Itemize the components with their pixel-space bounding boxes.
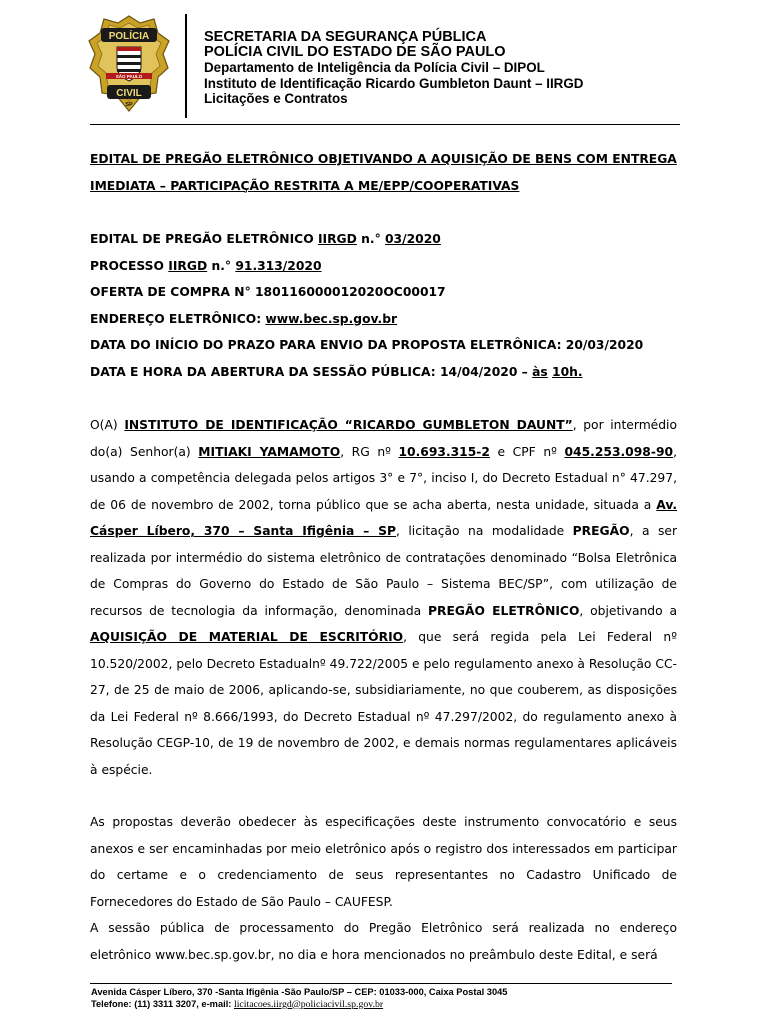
title-line-2: IMEDIATA – PARTICIPAÇÃO RESTRITA A ME/EPP/COOPERATIVAS <box>90 178 520 193</box>
denominacao: PREGÃO ELETRÔNICO <box>427 603 580 618</box>
data-inicio-line: DATA DO INÍCIO DO PRAZO PARA ENVIO DA PROPOSTA ELETRÔNICA: 20/03/2020 <box>90 338 644 352</box>
objeto: AQUISIÇÃO DE MATERIAL DE ESCRITÓRIO <box>90 630 404 644</box>
footer-email-link[interactable]: licitacoes.iirgd@policiacivil.sp.gov.br <box>233 998 384 1010</box>
header-departamento: Departamento de Inteligência da Polícia Civil – DIPOL <box>204 60 545 75</box>
header-text-block <box>204 30 583 107</box>
footer-address: Avenida Cásper Líbero, 370 -Santa Ifigênia -São Paulo/SP – CEP: 01033-000, Caixa Postal 3045 <box>91 987 508 997</box>
modalidade: PREGÃO <box>572 524 630 538</box>
footer-contact: Telefone: (11) 3311 3207, e-mail: licitacoes.iirgd@policiacivil.sp.gov.br <box>91 998 384 1010</box>
oferta-compra-line: OFERTA DE COMPRA N° 180116000012020OC00017 <box>90 285 446 299</box>
document-body <box>90 146 677 968</box>
propostas-paragraph: As propostas deverão obedecer às especificações deste instrumento convocatório e seus anexos e ser encaminhadas por meio eletrônico após o registro dos interessados em participar do certame e o credenciamento de seus representantes no Cadastro Unificado de Fornecedores do Estado de São Paulo – CAUFESP. <box>90 815 677 909</box>
unidade-endereco: Av. Cásper Líbero, 370 – Santa Ifigênia – SP <box>90 497 677 538</box>
header-divider <box>185 14 187 118</box>
header-secretaria: SECRETARIA DA SEGURANÇA PÚBLICA <box>204 29 487 45</box>
preamble-paragraph: O(A) INSTITUTO DE IDENTIFICAÇÃO “RICARDO GUMBLETON DAUNT”, por intermédio do(a) Senhor(a) MITIAKI YAMAMOTO, RG nº 10.693.315-2 e CPF nº 045.253.098-90, usando a competência delegada pelos artigos 3° e 7°, inciso I, do Decreto Estadual n° 47.297, de 06 de novembro de 2002, torna público que se acha aberta, nesta unidade, situada a Av. Cásper Líbero, 370 – Santa Ifigênia – SP, licitação na modalidade PREGÃO, a ser realizada por intermédio do sistema eletrônico de contratações denominado “Bolsa Eletrônica de Compras do Governo do Estado de São Paulo – Sistema BEC/SP”, com utilização de recursos de tecnologia da informação, denominada PREGÃO ELETRÔNICO, objetivando a AQUISIÇÃO DE MATERIAL DE ESCRITÓRIO, que será regida pela Lei Federal nº 10.520/2002, pelo Decreto Estadualnº 49.722/2005 e pelo regulamento anexo à Resolução CC-27, de 25 de maio de 2006, aplicando-se, subsidiariamente, no que couberem, as disposições da Lei Federal nº 8.666/1993, do Decreto Estadual nº 47.297/2002, do regulamento anexo à Resolução CEGP-10, de 19 de novembro de 2002, e demais normas regulamentares aplicáveis à espécie. <box>90 418 678 777</box>
data-sessao-line: DATA E HORA DA ABERTURA DA SESSÃO PÚBLICA: 14/04/2020 – às 10h. <box>90 364 583 379</box>
title-line-1: EDITAL DE PREGÃO ELETRÔNICO OBJETIVANDO A AQUISIÇÃO DE BENS COM ENTREGA <box>90 152 677 166</box>
edital-metadata <box>90 226 677 385</box>
header-instituto: Instituto de Identificação Ricardo Gumbleton Daunt – IIRGD <box>204 75 584 91</box>
header-rule <box>90 124 680 125</box>
responsavel-name: MITIAKI YAMAMOTO <box>198 444 341 459</box>
document-title <box>90 146 677 199</box>
badge-bottom-text: CIVIL <box>116 88 142 99</box>
header-licitacoes: Licitações e Contratos <box>204 91 348 106</box>
badge-top-text: POLÍCIA <box>108 31 150 42</box>
header-policia-civil: POLÍCIA CIVIL DO ESTADO DE SÃO PAULO <box>204 44 506 60</box>
rg-number: 10.693.315-2 <box>398 444 490 459</box>
badge-ribbon-text: SÃO PAULO <box>115 74 143 79</box>
instituto-name: INSTITUTO DE IDENTIFICAÇÃO “RICARDO GUMBLETON DAUNT” <box>124 418 573 432</box>
processo-line: PROCESSO IIRGD n.° 91.313/2020 <box>90 258 322 273</box>
footer <box>91 987 507 1010</box>
bec-link[interactable]: www.bec.sp.gov.br <box>265 311 398 326</box>
edital-number-line: EDITAL DE PREGÃO ELETRÔNICO IIRGD n.° 03/2020 <box>90 232 441 246</box>
endereco-eletronico-line: ENDEREÇO ELETRÔNICO: www.bec.sp.gov.br <box>90 311 398 326</box>
footer-rule <box>90 983 672 984</box>
sessao-publica-paragraph: A sessão pública de processamento do Pregão Eletrônico será realizada no endereço eletrônico www.bec.sp.gov.br, no dia e hora mencionados no preâmbulo deste Edital, e será <box>90 921 677 962</box>
cpf-number: 045.253.098-90 <box>564 444 674 459</box>
policia-civil-badge <box>88 15 170 115</box>
badge-sub-text: SP <box>125 102 133 108</box>
